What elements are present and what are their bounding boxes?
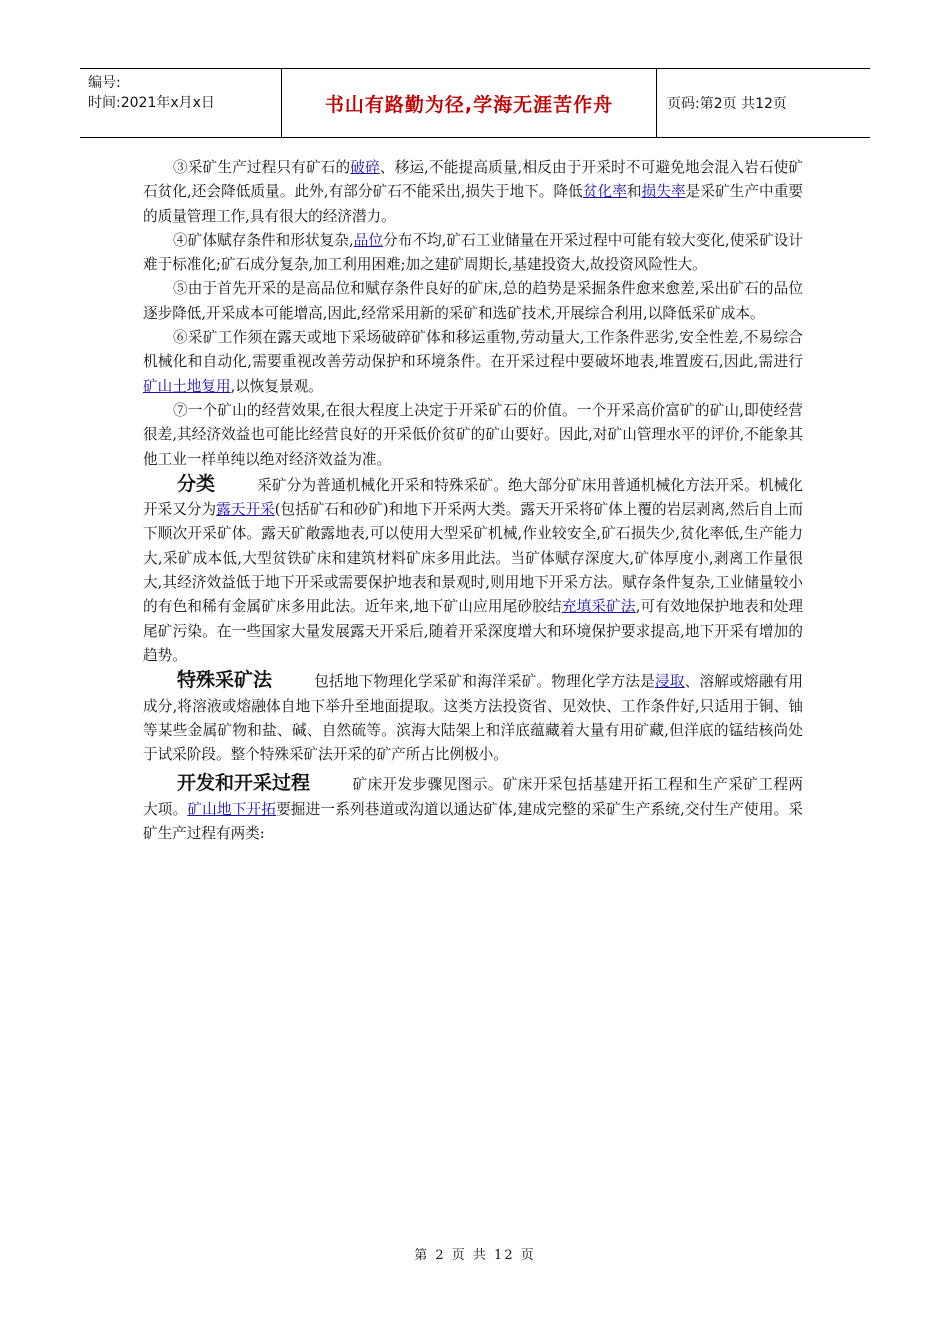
section-title-special-mining: 特殊采矿法 <box>177 669 273 692</box>
link-pinwei[interactable]: 品位 <box>353 231 384 249</box>
document-id-label: 编号: <box>88 75 121 91</box>
link-lutian-kaicai[interactable]: 露天开采 <box>216 501 275 519</box>
header-page-info: 页码:第2页 共12页 <box>667 96 787 112</box>
paragraph-6: ⑥采矿工作须在露天或地下采场破碎矿体和移运重物,劳动量大,工作条件恶劣,安全性差,不易综合机械化和自动化,需要重视改善劳动保护和环境条件。在开采过程中要破坏地表,堆置废石,因此,需进行矿山土地复用,以恢复景观。 <box>143 329 803 395</box>
document-time: 时间:2021年x月x日 <box>88 95 215 111</box>
section-title-development: 开发和开采过程 <box>177 772 311 795</box>
paragraph-3: ③采矿生产过程只有矿石的破碎、移运,不能提高质量,相反由于开采时不可避免地会混入岩石使矿石贫化,还会降低质量。此外,有部分矿石不能采出,损失于地下。降低贫化率和损失率是采矿生产中重要的质量管理工作,具有很大的经济潜力。 <box>143 159 803 225</box>
section-title-classification: 分类 <box>177 472 216 495</box>
page-footer: 第 2 页 共 12 页 <box>414 1248 536 1263</box>
link-chongtian-caikuangfa[interactable]: 充填采矿法 <box>561 598 636 616</box>
document-body <box>143 156 803 846</box>
link-kuangshan-tudi-fuyong[interactable]: 矿山土地复用 <box>143 377 231 395</box>
header-motto: 书山有路勤为径,学海无涯苦作舟 <box>282 69 657 137</box>
paragraph-5: ⑤由于首先开采的是高品位和赋存条件良好的矿床,总的趋势是采掘条件愈来愈差,采出矿石的品位逐步降低,开采成本可能增高,因此,经常采用新的采矿和选矿技术,开展综合利用,以降低采矿成本。 <box>143 280 803 322</box>
link-kuangshan-dixia-kaituo[interactable]: 矿山地下开拓 <box>187 800 277 818</box>
section-classification: 分类 采矿分为普通机械化开采和特殊采矿。绝大部分矿床用普通机械化方法开采。机械化开采又分为露天开采(包括矿石和砂矿)和地下开采两大类。露天开采将矿体上覆的岩层剥离,然后自上而下顺次开采矿体。露天矿敞露地表,可以使用大型采矿机械,作业较安全,矿石损失少,贫化率低,生产能力大,采矿成本低,大型贫铁矿床和建筑材料矿床多用此法。当矿体赋存深度大,矿体厚度小,剥离工作量很大,其经济效益低于地下开采或需要保护地表和景观时,则用地下开采方法。赋存条件复杂,工业储量较小的有色和稀有金属矿床多用此法。近年来,地下矿山应用尾砂胶结充填采矿法,可有效地保护地表和处理尾矿污染。在一些国家大量发展露天开采后,随着开采深度增大和环境保护要求提高,地下开采有增加的趋势。 <box>143 472 803 664</box>
paragraph-4: ④矿体赋存条件和形状复杂,品位分布不均,矿石工业储量在开采过程中可能有较大变化,使采矿设计难于标准化;矿石成分复杂,加工利用困难;加之建矿周期长,基建投资大,故投资风险性大。 <box>143 231 803 274</box>
header-table <box>80 68 870 138</box>
link-sunshilv[interactable]: 损失率 <box>641 183 686 201</box>
header-meta <box>80 69 282 137</box>
link-jinqu[interactable]: 浸取 <box>655 673 685 691</box>
link-posui[interactable]: 破碎 <box>350 159 380 176</box>
section-development: 开发和开采过程 矿床开发步骤见图示。矿床开采包括基建开拓工程和生产采矿工程两大项。矿山地下开拓要掘进一系列巷道或沟道以通达矿体,建成完整的采矿生产系统,交付生产使用。采矿生产过程有两类: <box>143 772 803 843</box>
section-special-mining: 特殊采矿法 包括地下物理化学采矿和海洋采矿。物理化学方法是浸取、溶解或熔融有用成分,将溶液或熔融体自地下举升至地面提取。这类方法投资省、见效快、工作条件好,只适用于铜、铀等某些金属矿物和盐、碱、自然硫等。滨海大陆架上和洋底蕴藏着大量有用矿藏,但洋底的锰结核尚处于试采阶段。整个特殊采矿法开采的矿产所占比例极小。 <box>143 669 803 764</box>
link-pinhualv[interactable]: 贫化率 <box>582 183 627 201</box>
paragraph-7: ⑦一个矿山的经营效果,在很大程度上决定于开采矿石的价值。一个开采高价富矿的矿山,即使经营很差,其经济效益也可能比经营良好的开采低价贫矿的矿山要好。因此,对矿山管理水平的评价,不能象其他工业一样单纯以绝对经济效益为准。 <box>143 401 803 468</box>
